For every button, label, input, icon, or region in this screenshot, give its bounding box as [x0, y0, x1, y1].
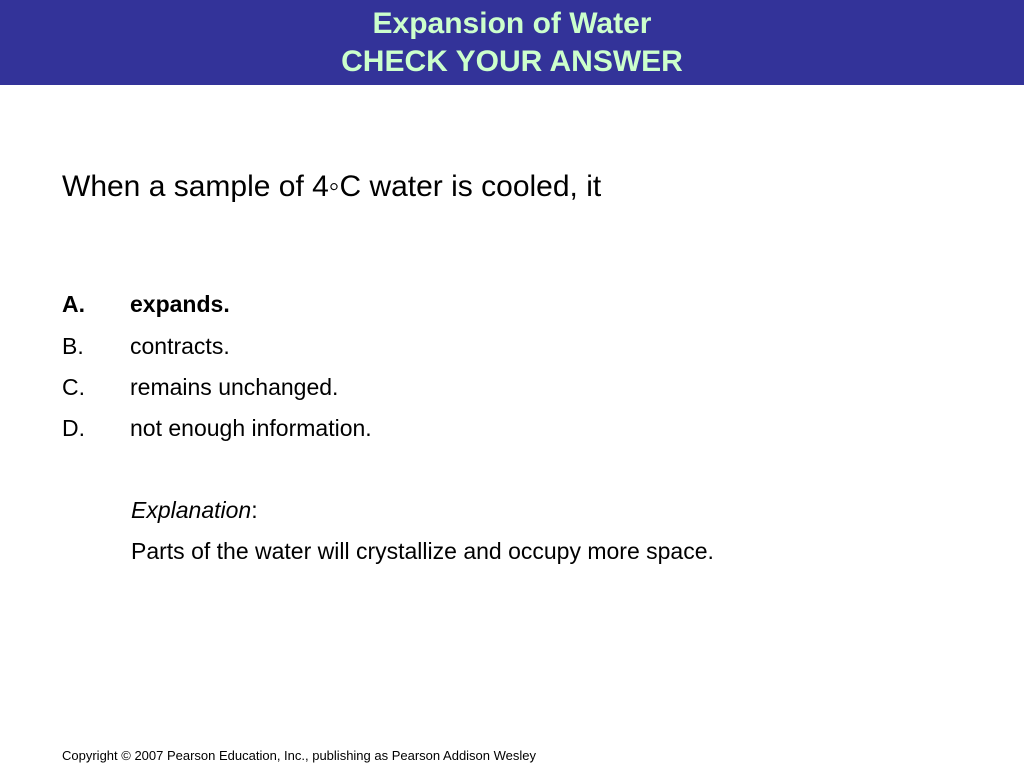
slide-title: Expansion of Water [372, 6, 652, 40]
option-c [62, 374, 338, 401]
explanation-label-line [131, 497, 258, 524]
option-text: not enough information. [130, 415, 372, 441]
option-d [62, 415, 372, 442]
option-text: remains unchanged. [130, 374, 339, 400]
option-letter: A. [62, 291, 85, 317]
explanation-colon: : [251, 497, 258, 523]
option-text: expands. [130, 291, 230, 317]
option-a [62, 291, 230, 318]
slide-subtitle: CHECK YOUR ANSWER [341, 44, 683, 78]
option-letter: C. [62, 374, 85, 400]
option-b [62, 333, 230, 360]
explanation-label: Explanation [131, 497, 252, 523]
option-text: contracts. [130, 333, 230, 359]
option-letter: B. [62, 333, 84, 359]
question-text: When a sample of 4◦C water is cooled, it [62, 170, 602, 203]
option-letter: D. [62, 415, 85, 441]
slide-header [0, 0, 1024, 85]
explanation-text: Parts of the water will crystallize and occupy more space. [131, 538, 714, 564]
copyright-footer: Copyright © 2007 Pearson Education, Inc., publishing as Pearson Addison Wesley [62, 748, 537, 763]
